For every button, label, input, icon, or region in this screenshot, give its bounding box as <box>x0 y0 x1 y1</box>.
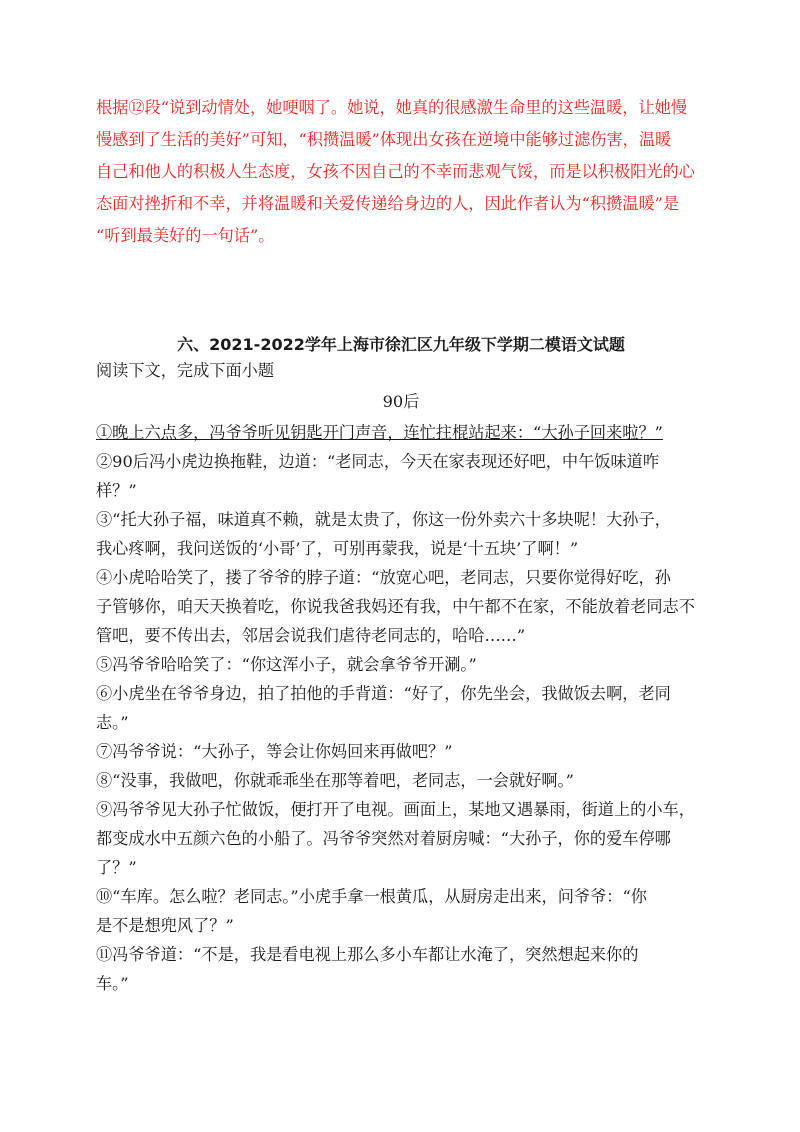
paragraph-11 <box>96 940 706 998</box>
article-title: 90后 <box>382 392 420 411</box>
para-line: ⑧“没事，我做吧，你就乖乖坐在那等着吧，老同志，一会就好啊。” <box>96 771 574 790</box>
paragraph-3 <box>96 505 706 563</box>
para-line: ①晚上六点多，冯爷爷听见钥匙开门声音，连忙拄棍站起来：“大孙子回来啦？” <box>96 423 663 442</box>
para-line: 了？” <box>96 858 137 877</box>
para-line: ②90后冯小虎边换拖鞋，边道：“老同志，今天在家表现还好吧，中午饭味道咋 <box>96 452 660 471</box>
document-page <box>96 92 706 998</box>
para-line: 是不是想兜风了？” <box>96 916 234 935</box>
paragraph-6 <box>96 679 706 737</box>
para-line: ⑦冯爷爷说：“大孙子，等会让你妈回来再做吧？” <box>96 742 453 761</box>
paragraph-7 <box>96 737 706 766</box>
section-title: 六、2021-2022学年上海市徐汇区九年级下学期二模语文试题 <box>177 335 625 354</box>
para-line: ③“托大孙子福，味道真不赖，就是太贵了，你这一份外卖六十多块呢！大孙子， <box>96 510 671 529</box>
paragraph-9 <box>96 795 706 882</box>
para-line: ⑪冯爷爷道：“不是，我是看电视上那么多小车都让水淹了，突然想起来你的 <box>96 945 639 964</box>
para-line: 车。” <box>96 974 129 993</box>
paragraph-1 <box>96 418 706 447</box>
instruction-text: 阅读下文，完成下面小题 <box>96 361 275 380</box>
answer-line: 态面对挫折和不幸，并将温暖和关爱传递给身边的人，因此作者认为“积攒温暖”是 <box>96 194 680 213</box>
para-line: ⑥小虎坐在爷爷身边，拍了拍他的手背道：“好了，你先坐会，我做饭去啊，老同 <box>96 684 671 703</box>
answer-line: 慢感到了生活的美好”可知，“积攒温暖”体现出女孩在逆境中能够过滤伤害，温暖 <box>96 130 672 149</box>
paragraph-4 <box>96 563 706 650</box>
paragraph-5 <box>96 650 706 679</box>
para-line: ⑤冯爷爷哈哈笑了：“你这浑小子，就会拿爷爷开涮。” <box>96 655 477 674</box>
answer-line: “听到最美好的一句话”。 <box>96 226 275 245</box>
para-line: 管吧，要不传出去，邻居会说我们虐待老同志的，哈哈……” <box>96 626 526 645</box>
answer-text <box>96 92 706 252</box>
answer-line: 自己和他人的积极人生态度，女孩不因自己的不幸而悲观气馁，而是以积极阳光的心 <box>96 162 695 181</box>
paragraph-8 <box>96 766 706 795</box>
para-line: 样？” <box>96 481 137 500</box>
para-line: ⑨冯爷爷见大孙子忙做饭，便打开了电视。画面上，某地又遇暴雨，街道上的小车， <box>96 800 695 819</box>
para-line: 都变成水中五颜六色的小船了。冯爷爷突然对着厨房喊：“大孙子，你的爱车停哪 <box>96 829 671 848</box>
paragraph-10 <box>96 882 706 940</box>
paragraph-2 <box>96 447 706 505</box>
para-line: 我心疼啊，我问送饭的‘小哥’了，可别再蒙我，说是‘十五块’了啊！” <box>96 539 579 558</box>
answer-line: 根据⑫段“说到动情处，她哽咽了。她说，她真的很感激生命里的这些温暖，让她慢 <box>96 98 688 117</box>
para-line: ⑩“车库。怎么啦？老同志。”小虎手拿一根黄瓜，从厨房走出来，问爷爷：“你 <box>96 887 647 906</box>
para-line: ④小虎哈哈笑了，搂了爷爷的脖子道：“放宽心吧，老同志，只要你觉得好吃，孙 <box>96 568 671 587</box>
para-line: 子管够你，咱天天换着吃，你说我爸我妈还有我，中午都不在家，不能放着老同志不 <box>96 597 695 616</box>
para-line: 志。” <box>96 713 129 732</box>
